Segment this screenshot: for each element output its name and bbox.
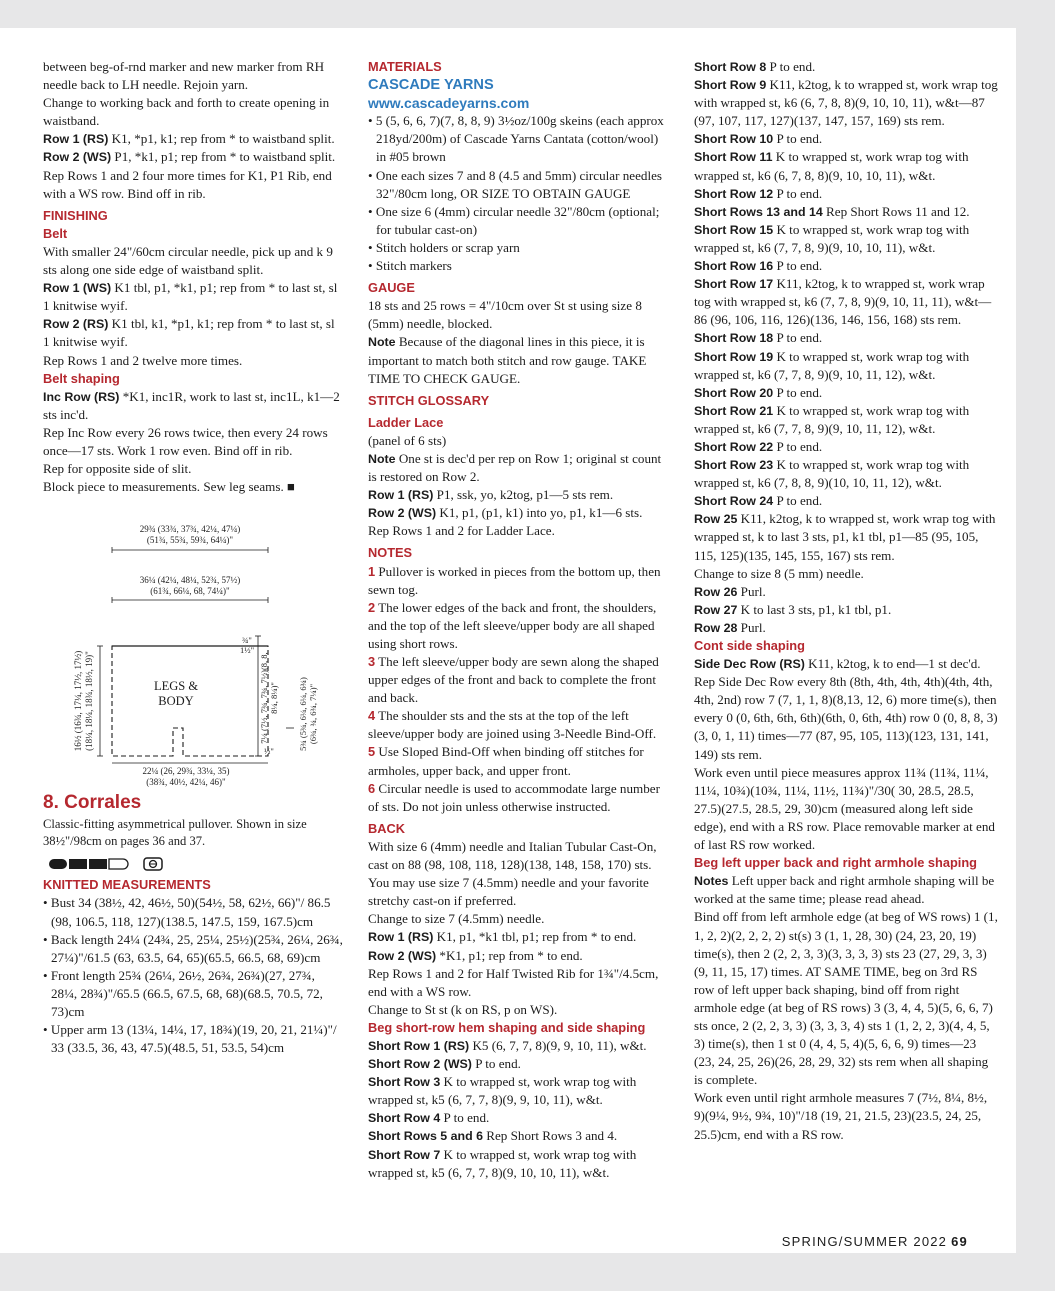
note-item: [368, 743, 670, 779]
instruction-row: [43, 315, 343, 351]
row-text: K to wrapped st, work wrap tog with wrapped st, k6 (7, 8, 8, 9)(10, 10, 11, 12), w&t.: [694, 457, 970, 491]
instruction-row: [694, 257, 998, 275]
body-text: (panel of 6 sts): [368, 432, 447, 448]
page-number: 69: [951, 1234, 968, 1249]
instruction-row: [694, 583, 998, 601]
row-text: P to end.: [773, 438, 823, 454]
row-text: K to wrapped st, work wrap tog with wrapped st, k6 (7, 7, 8, 9)(9, 10, 11, 12), w&t.: [694, 348, 970, 382]
row-label: Row 1 (RS): [368, 488, 434, 503]
skill-level-icon: [43, 857, 343, 871]
instruction-row: [43, 279, 343, 315]
instruction-row: [694, 402, 998, 438]
row-text: K to wrapped st, work wrap tog with wrapped st, k6 (6, 7, 8, 8)(9, 10, 10, 11), w&t.: [694, 149, 969, 183]
end-mark: ■: [287, 479, 295, 495]
issue-label: SPRING/SUMMER 2022: [781, 1234, 948, 1249]
row-text: K1 tbl, k1, *p1, k1; rep from * to last st, sl 1 knitwise wyif.: [43, 316, 335, 350]
row-text: K1, p1, *k1 tbl, p1; rep from * to end.: [433, 929, 637, 945]
pattern-title: 8. Corrales: [43, 792, 142, 814]
brand-name: CASCADE YARNS: [368, 77, 494, 94]
row-label: Short Row 16: [694, 259, 774, 274]
row-text: K to wrapped st, work wrap tog with wrapped st, k6 (7, 7, 8, 9)(9, 10, 10, 11), w&t.: [694, 221, 970, 255]
row-label: Row 2 (RS): [43, 317, 109, 332]
row-label: Row 2 (WS): [368, 506, 437, 521]
note-label: Note: [368, 451, 396, 466]
row-text: K1, *p1, k1; rep from * to waistband split.: [108, 131, 335, 147]
measurements-list: [43, 894, 343, 1057]
back-heading: BACK: [368, 820, 405, 836]
row-text: P to end.: [440, 1110, 490, 1126]
row-text: K to wrapped st, work wrap tog with wrapped st, k5 (6, 7, 7, 8)(9, 10, 10, 11), w&t.: [368, 1146, 637, 1180]
note-text: Use Sloped Bind-Off when binding off stitches for armholes, upper back, and upper front.: [368, 744, 644, 778]
body-text: Change to St st (k on RS, p on WS).: [368, 1001, 558, 1017]
instruction-row: [43, 130, 343, 148]
instruction-row: [368, 1127, 670, 1145]
magazine-page: [0, 28, 1016, 1253]
instruction-row: [694, 601, 998, 619]
schematic-top-measure: (51¾, 55¾, 59¾, 64¼)": [146, 535, 234, 545]
instruction-row: [694, 384, 998, 402]
body-text: Change to working back and forth to create opening in waistband.: [43, 95, 330, 129]
note-text: Pullover is worked in pieces from the bottom up, then sewn tog.: [368, 563, 661, 597]
body-text: Rep Rows 1 and 2 twelve more times.: [43, 352, 243, 368]
instruction-row: [694, 58, 998, 76]
note-number: 6: [368, 780, 376, 796]
row-label: Inc Row (RS): [43, 389, 120, 404]
row-text: K to wrapped st, work wrap tog with wrapped st, k6 (7, 7, 8, 9)(9, 10, 11, 12), w&t.: [694, 402, 970, 436]
note-text: Because of the diagonal lines in this piece, it is important to match both stitch and row gauge. TAKE TIME TO CHECK GAUGE.: [368, 334, 647, 386]
list-item: • Bust 34 (38½, 42, 46½, 50)(54½, 58, 62½, 66)"/ 86.5 (98, 106.5, 118, 127)(138.5, 147.5, 159, 167.5)cm: [43, 894, 343, 930]
instruction-row: [368, 928, 670, 946]
instruction-row: [368, 1055, 670, 1073]
row-text: Rep Short Rows 11 and 12.: [822, 203, 970, 219]
instruction-row: [368, 486, 670, 504]
note-text: One st is dec'd per rep on Row 1; original st count is restored on Row 2.: [368, 450, 662, 485]
schematic-far-right-measure: (6¾, ¾, 6¾, 7¼)": [308, 683, 318, 745]
schematic-label: LEGS &: [153, 679, 199, 693]
instruction-row: [694, 619, 998, 637]
schematic-side-measure: 8¼, 8¼)": [269, 682, 279, 714]
brand-url[interactable]: www.cascadeyarns.com: [368, 95, 530, 112]
note: [694, 872, 998, 908]
list-item: • Back length 24¼ (24¾, 25, 25¼, 25½)(25¾, 26¼, 26¾, 27¼)"/61.5 (63, 63.5, 64, 65)(65.5, 66.5, 68, 69)cm: [43, 931, 343, 967]
schematic-side-measure: 7¼ (7½, 7¾, 7¾, 7½)(8, 8,: [259, 652, 269, 744]
schematic-bottom-measure: 22¼ (26, 29¾, 33¼, 35): [142, 766, 230, 776]
pattern-description: Classic-fitting asymmetrical pullover. Shown in size 38½"/98cm on pages 36 and 37.: [43, 817, 307, 849]
note-number: 3: [368, 654, 376, 669]
instruction-row: [368, 1109, 670, 1127]
note-text: The shoulder sts and the sts at the top of the left sleeve/upper body are joined using 3-Needle Bind-Off.: [368, 708, 657, 742]
cont-side-shaping-heading: Cont side shaping: [694, 638, 805, 653]
body-text: Rep for opposite side of slit.: [43, 461, 192, 477]
row-text: P1, *k1, p1; rep from * to waistband split.: [111, 149, 336, 165]
row-label: Row 2 (WS): [43, 150, 112, 165]
note-number: 4: [368, 708, 376, 724]
instruction-row: [694, 329, 998, 347]
row-label: Short Rows 13 and 14: [694, 204, 823, 219]
schematic-hip-measure: (61¾, 66¼, 68, 74¼)": [150, 586, 230, 596]
row-label: Row 25: [694, 512, 738, 527]
body-text: Rep Inc Row every 26 rows twice, then every 24 rows once—17 sts. Work 1 row even. Bind off in rib.: [43, 424, 328, 458]
materials-list: [368, 112, 670, 275]
instruction-row: [694, 148, 998, 184]
row-label: Short Rows 5 and 6: [368, 1129, 483, 1144]
row-text: K1 tbl, p1, *k1, p1; rep from * to last st, sl 1 knitwise wyif.: [43, 280, 338, 314]
note-item: [368, 563, 670, 599]
row-text: K5 (6, 7, 7, 8)(9, 9, 10, 11), w&t.: [469, 1037, 647, 1053]
schematic-label: BODY: [158, 694, 194, 708]
instruction-row: [694, 76, 998, 130]
row-label: Short Row 1 (RS): [368, 1038, 470, 1053]
list-item: • One size 6 (4mm) circular needle 32"/80cm (optional; for tubular cast-on): [368, 203, 670, 239]
row-text: K11, k2tog, k to wrapped st, work wrap tog with wrapped st, k6 (6, 7, 8, 8)(9, 10, 10, 11), w&t—87 (97, 107, 117, 127)(137, 147, 157, 169) sts rem.: [694, 77, 998, 129]
instruction-row: [694, 348, 998, 384]
instruction-row: [43, 388, 343, 424]
row-label: Short Row 8: [694, 60, 767, 74]
note-item: [368, 780, 670, 816]
gauge-heading: GAUGE: [368, 280, 415, 296]
materials-heading: MATERIALS: [368, 59, 442, 74]
body-text: between beg-of-rnd marker and new marker from RH needle back to LH needle. Rejoin yarn.: [43, 59, 325, 93]
body-text: Rep Rows 1 and 2 for Half Twisted Rib for 1¾"/4.5cm, end with a WS row.: [368, 965, 659, 999]
row-text: *K1, p1; rep from * to end.: [436, 947, 583, 963]
note-number: 1: [368, 563, 376, 579]
row-label: Short Row 12: [694, 186, 774, 201]
row-label: Row 1 (RS): [43, 132, 109, 147]
row-text: K to last 3 sts, p1, k1 tbl, p1.: [737, 601, 892, 617]
row-text: P to end.: [471, 1056, 521, 1072]
list-item: • Front length 25¾ (26¼, 26½, 26¾, 26¾)(27, 27¾, 28¼, 28¾)"/65.5 (66.5, 67.5, 68, 68)(68.5, 70.5, 72, 73)cm: [43, 967, 343, 1021]
body-text: Rep Rows 1 and 2 for Ladder Lace.: [368, 523, 555, 539]
row-text: P to end.: [773, 384, 823, 400]
schematic-left-measure: 16½ (16¾, 17¼, 17½, 17½): [73, 650, 83, 752]
body-text: Change to size 7 (4.5mm) needle.: [368, 911, 545, 927]
schematic-hip-measure: 36¼ (42¼, 48¼, 52¾, 57½): [139, 575, 241, 585]
row-label: Short Row 7: [368, 1147, 441, 1162]
instruction-row: [368, 1073, 670, 1109]
note-item: [368, 653, 670, 707]
body-text: 18 sts and 25 rows = 4"/10cm over St st using size 8 (5mm) needle, blocked.: [368, 298, 642, 332]
body-text: Rep Side Dec Row every 8th (8th, 4th, 4th, 4th)(4th, 4th, 4th, 2nd) row 7 (7, 1, 1, 8)(8,13, 12, 6) more time(s), then every 0 (0, 6th, 6th, 6th)(6th, 0, 6th, 4th) row 0 (0, 8, 8, 3)(3, 0, 1, 11) times—77 (87, 95, 105, 113)(123, 131, 141, 149) sts rem.: [694, 674, 998, 762]
instruction-row: [694, 221, 998, 257]
list-item: • One each sizes 7 and 8 (4.5 and 5mm) circular needles 32"/80cm long, OR SIZE TO OBTAIN GAUGE: [368, 167, 670, 203]
schematic-top-measure: 29¾ (33¾, 37¾, 42¼, 47¼): [139, 524, 241, 534]
row-text: K11, k2tog, k to end—1 st dec'd.: [804, 656, 981, 672]
row-label: Short Row 3: [368, 1075, 441, 1090]
instruction-row: [368, 947, 670, 965]
legs-body-schematic: [70, 518, 340, 787]
row-label: Short Row 9: [694, 78, 767, 93]
yarn-weight-icon: [144, 858, 162, 870]
row-text: *K1, inc1R, work to last st, inc1L, k1—2 sts inc'd.: [43, 388, 340, 422]
note-label: Note: [368, 335, 396, 350]
schematic-far-right-measure: 5¾ (5¾, 6¼, 6¼, 6¾): [298, 677, 308, 751]
page-footer: [782, 1234, 968, 1249]
row-text: K to wrapped st, work wrap tog with wrapped st, k5 (6, 7, 7, 8)(9, 9, 10, 11), w&t.: [368, 1074, 637, 1108]
note-item: [368, 599, 670, 653]
row-text: P to end.: [773, 131, 823, 147]
row-label: Row 2 (WS): [368, 948, 437, 963]
row-label: Short Row 2 (WS): [368, 1057, 472, 1072]
end-text: Block piece to measurements. Sew leg seams.: [43, 479, 284, 495]
row-text: P to end.: [773, 493, 823, 509]
row-label: Short Row 19: [694, 349, 774, 364]
row-text: P to end.: [766, 59, 816, 74]
row-label: Short Row 11: [694, 150, 773, 165]
row-label: Short Row 20: [694, 385, 774, 400]
row-label: Short Row 18: [694, 331, 774, 346]
schematic-side-measure: ¾": [242, 635, 252, 645]
instruction-row: [694, 492, 998, 510]
instruction-row: [368, 504, 670, 522]
note: [368, 450, 670, 486]
instruction-row: [694, 438, 998, 456]
instruction-row: [694, 510, 998, 564]
list-item: • Upper arm 13 (13¼, 14¼, 17, 18¾)(19, 20, 21, 21¼)"/ 33 (33.5, 36, 43, 47.5)(48.5, 51, 53.5, 54)cm: [43, 1021, 343, 1057]
row-label: Row 1 (WS): [43, 281, 112, 296]
body-text: With smaller 24"/60cm circular needle, pick up and k 9 sts along one side edge of waistband split.: [43, 243, 333, 278]
note-item: [368, 707, 670, 743]
body-text: Rep Rows 1 and 2 four more times for K1, P1 Rib, end with a WS row. Bind off in rib.: [43, 167, 332, 201]
row-text: K11, k2tog, k to wrapped st, work wrap tog with wrapped st, k to last 3 sts, p1, k1 tbl, p1—85 (95, 105, 115, 125)(135, 145, 155, 167) sts rem.: [694, 511, 996, 563]
row-text: P to end.: [773, 258, 823, 274]
finishing-heading: FINISHING: [43, 207, 108, 223]
column-2: [368, 58, 670, 1182]
note-text: Left upper back and right armhole shaping will be worked at the same time; please read ahead.: [694, 873, 995, 907]
body-text: With size 6 (4mm) needle and Italian Tubular Cast-On, cast on 88 (98, 108, 118, 128)(138, 148, 158, 170) sts. You may use size 7 (4.5mm) needle and your favorite stretchy cast-on if preferred.: [368, 838, 657, 909]
row-label: Short Row 10: [694, 132, 774, 147]
instruction-row: [368, 1146, 670, 1182]
note: [368, 333, 670, 387]
row-label: Short Row 17: [694, 277, 774, 292]
ladder-heading: Ladder Lace: [368, 414, 444, 430]
instruction-row: [694, 456, 998, 492]
row-label: Row 28: [694, 620, 738, 635]
instruction-row: [368, 1037, 670, 1055]
row-label: Row 27: [694, 602, 738, 617]
list-item: • 5 (5, 6, 6, 7)(7, 8, 8, 9) 3½oz/100g skeins (each approx 218yd/200m) of Cascade Yarns Cantata (cotton/wool) in #05 brown: [368, 112, 670, 166]
notes-heading: NOTES: [368, 545, 413, 561]
row-text: Rep Short Rows 3 and 4.: [482, 1128, 618, 1144]
row-text: P to end.: [773, 185, 823, 201]
column-3: [694, 58, 998, 1144]
belt-heading: Belt: [43, 225, 68, 241]
instruction-row: [694, 655, 998, 673]
row-label: Row 26: [694, 584, 738, 599]
note-label: Notes: [694, 874, 729, 889]
row-label: Short Row 21: [694, 403, 774, 418]
schematic-left-measure: (18¼, 18¼, 18¾, 18½, 19)": [84, 651, 94, 751]
body-text: [43, 478, 343, 496]
instruction-row: [43, 148, 343, 166]
body-text: Bind off from left armhole edge (at beg of WS rows) 1 (1, 1, 2, 2)(2, 2, 2, 2) st(s) 3 (1, 1, 28, 30) (24, 23, 20, 19) time(s), then 2 (2, 2, 3, 3)(3, 3, 3, 3) sts 23 (27, 29, 3, 3)(9, 11, 15, 17) times. AT SAME TIME, beg on 3rd RS row of left upper back shaping, bind off from right armhole edge (at beg of RS rows) 3 (3, 4, 4, 5)(5, 6, 6, 7) sts once, 2 (2, 2, 3, 3) (3, 3, 3, 4) sts 1 (1, 2, 2, 3)(4, 4, 5, 3) time(s), then 1 st 0 (4, 4, 5, 4)(5, 6, 6, 9) times—23 (23, 24, 25, 26)(26, 28, 29, 32) sts rem when all shaping is complete.: [694, 909, 998, 1088]
row-text: K1, p1, (p1, k1) into yo, p1, k1—6 sts.: [436, 505, 643, 521]
row-text: P1, ssk, yo, k2tog, p1—5 sts rem.: [433, 487, 614, 503]
body-text: Work even until right armhole measures 7 (7½, 8¼, 8½, 9)(9¼, 9½, 9¾, 10)"/18 (19, 21, 21.5, 23)(23.5, 24, 25, 25.5)cm, end with a RS row.: [694, 1090, 988, 1142]
row-text: K11, k2tog, k to wrapped st, work wrap tog with wrapped st, k6 (7, 7, 8, 9)(9, 10, 11, 11), w&t—86 (96, 106, 116, 126)(136, 146, 156, 168) sts rem.: [694, 276, 992, 328]
note-text: The left sleeve/upper body are sewn along the shaped upper edges of the front and back to complete the front and back.: [368, 654, 659, 706]
schematic-bottom-measure: (38¾, 40½, 42¼, 46)": [146, 777, 226, 787]
row-label: Row 1 (RS): [368, 930, 434, 945]
body-text: Change to size 8 (5 mm) needle.: [694, 565, 864, 581]
note-number: 5: [368, 744, 376, 760]
instruction-row: [694, 185, 998, 203]
schematic-side-measure: ½": [264, 746, 274, 756]
hem-shaping-heading: Beg short-row hem shaping and side shaping: [368, 1019, 646, 1035]
row-label: Short Row 22: [694, 439, 774, 454]
row-label: Short Row 15: [694, 222, 774, 237]
schematic-side-measure: 1½": [240, 645, 255, 655]
row-text: Purl.: [737, 619, 766, 635]
glossary-heading: STITCH GLOSSARY: [368, 392, 490, 408]
armhole-shaping-heading: Beg left upper back and right armhole shaping: [694, 855, 977, 871]
note-text: Circular needle is used to accommodate large number of sts. Do not join unless otherwise instructed.: [368, 780, 660, 814]
row-label: Side Dec Row (RS): [694, 657, 805, 672]
note-text: The lower edges of the back and front, the shoulders, and the top of the left sleeve/upper body are all shaped using short rows.: [368, 599, 657, 651]
knitted-measurements-heading: KNITTED MEASUREMENTS: [43, 877, 211, 893]
list-item: • Stitch markers: [368, 257, 670, 275]
list-item: • Stitch holders or scrap yarn: [368, 239, 670, 257]
row-text: P to end.: [773, 330, 823, 346]
row-text: Purl.: [737, 583, 766, 599]
row-label: Short Row 24: [694, 494, 774, 509]
row-label: Short Row 23: [694, 458, 774, 473]
instruction-row: [694, 275, 998, 329]
belt-shaping-heading: Belt shaping: [43, 370, 120, 386]
row-label: Short Row 4: [368, 1111, 441, 1126]
instruction-row: [694, 203, 998, 221]
instruction-row: [694, 130, 998, 148]
body-text: Work even until piece measures approx 11¾ (11¾, 11¼, 11¼, 10¾)(10¾, 11¼, 11½, 11¾)"/30( 30, 28.5, 28.5, 27.5)(27.5, 28.5, 29, 30)cm (measured along left side edge), end with a RS row. Place removable marker at end of last RS row worked.: [694, 764, 995, 853]
note-number: 2: [368, 599, 376, 615]
